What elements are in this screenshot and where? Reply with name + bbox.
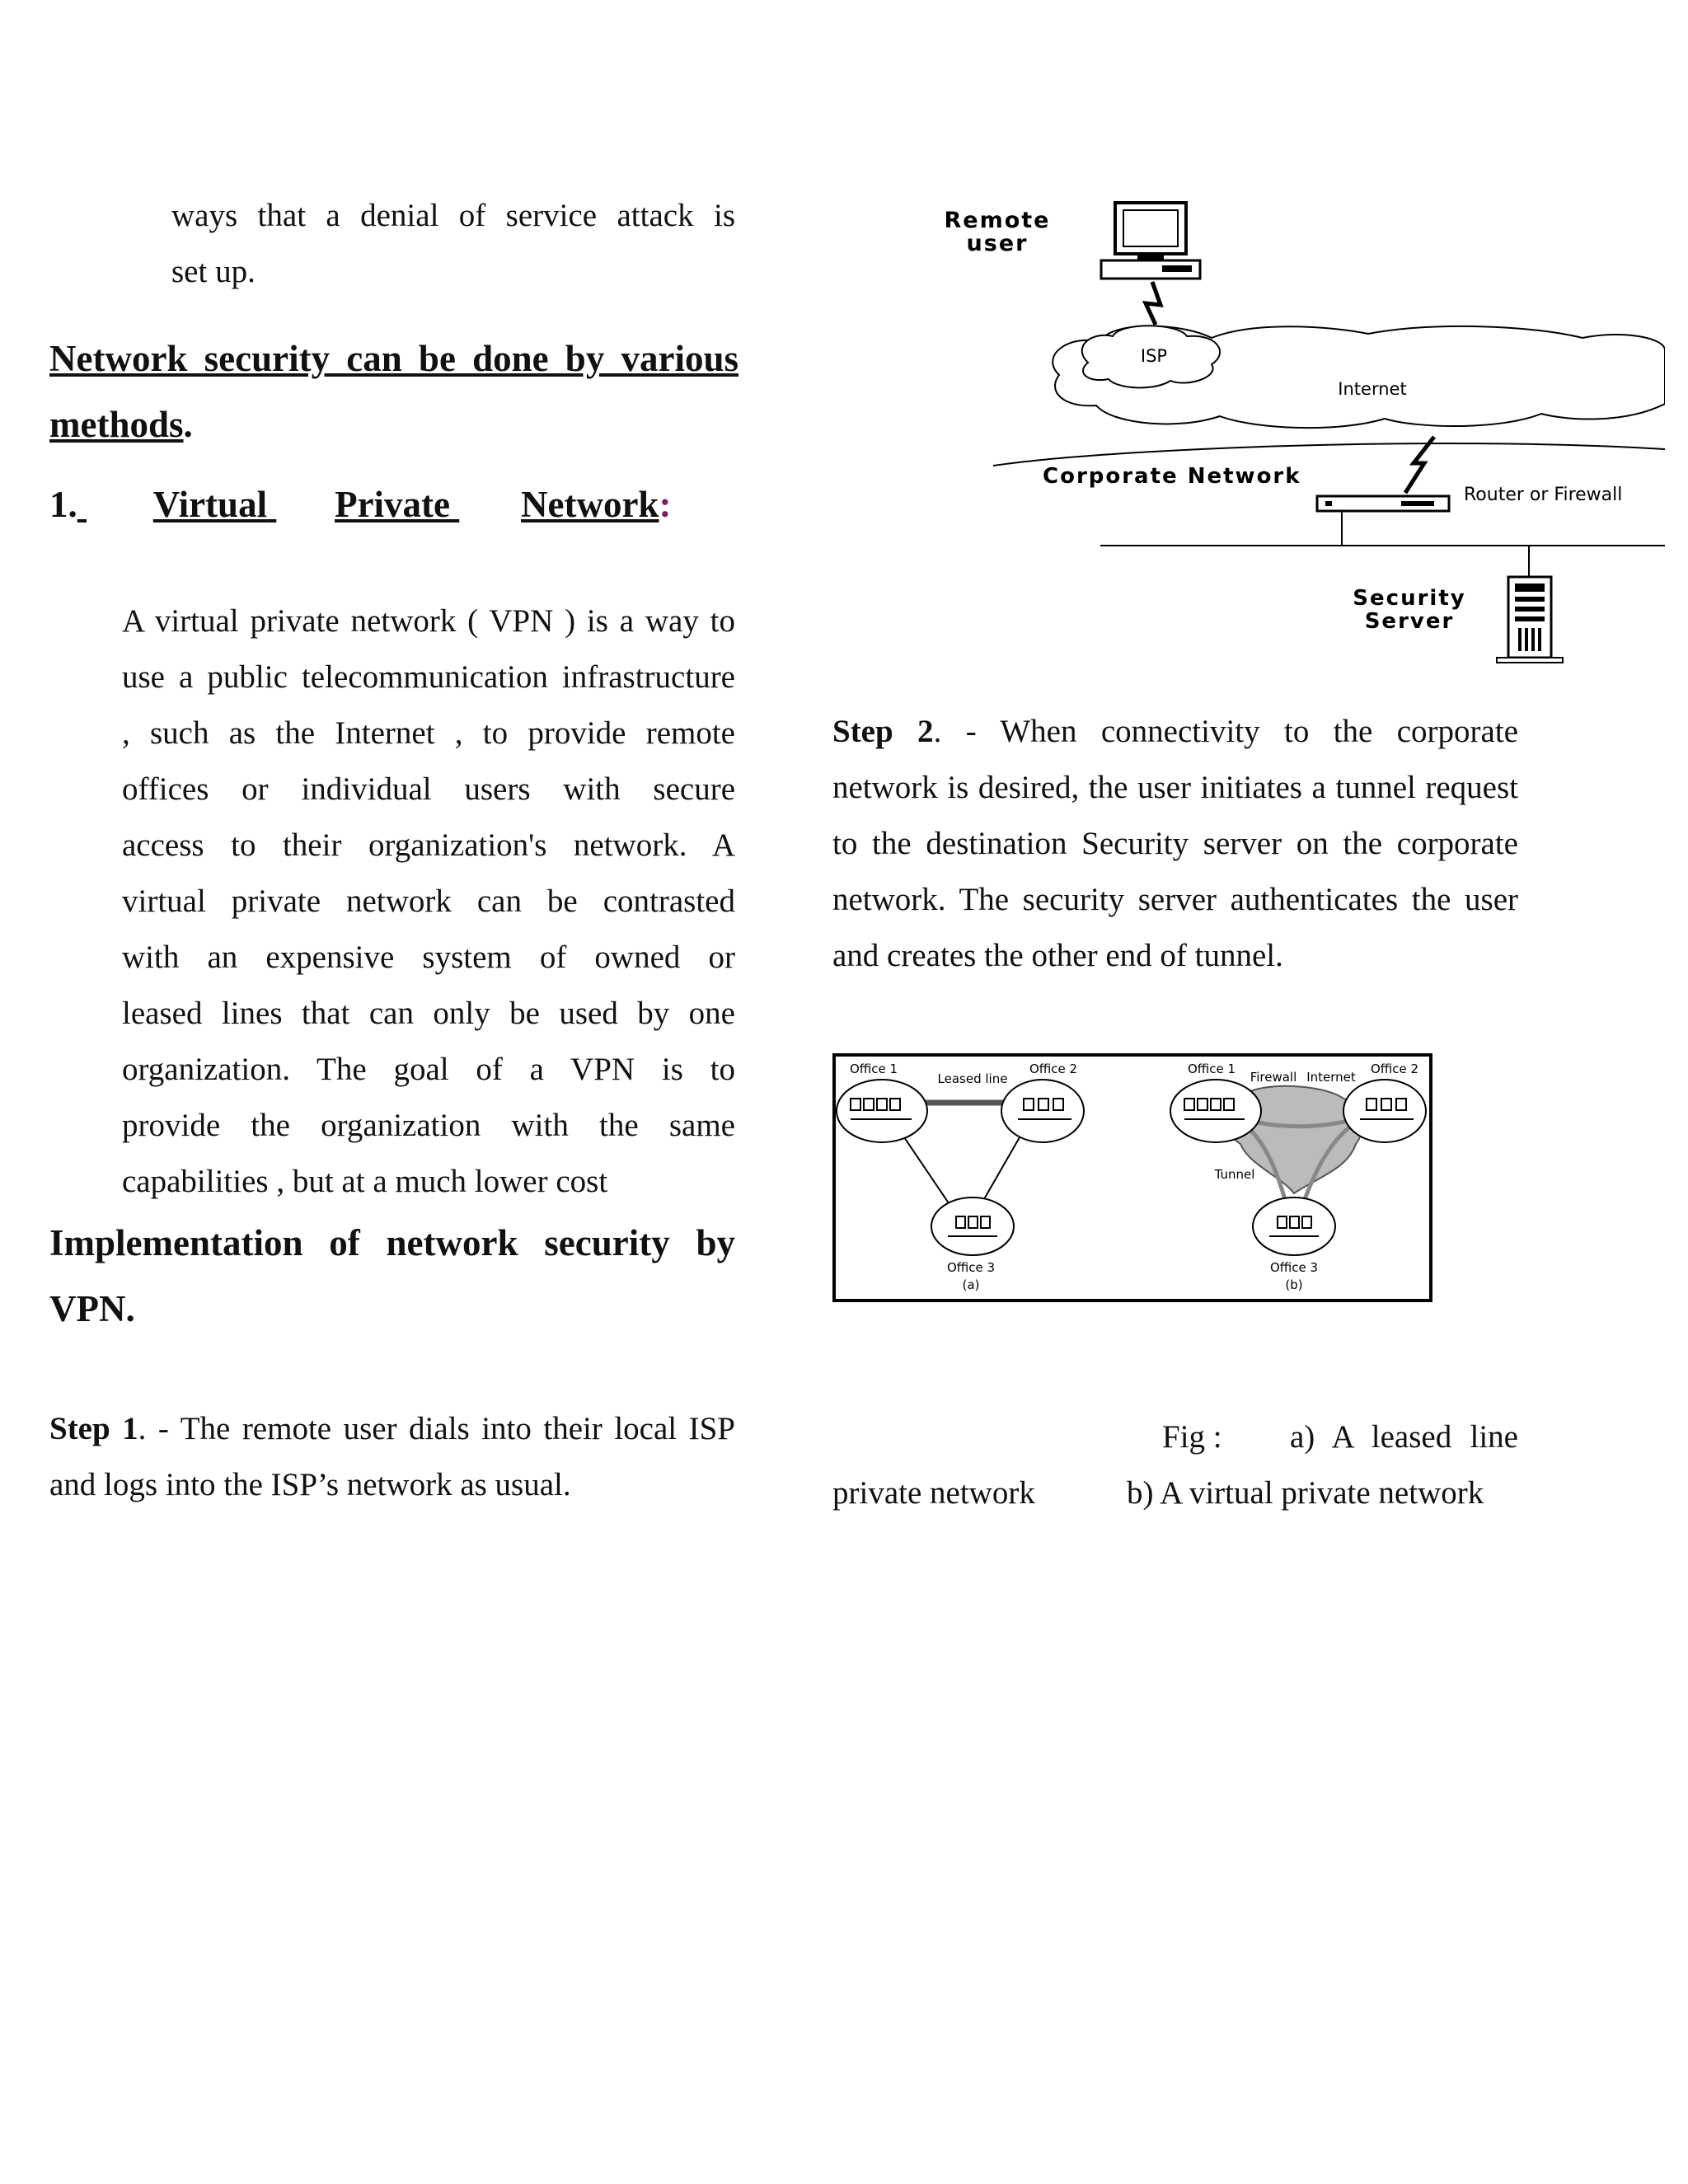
figure-caption <box>832 1409 1518 1521</box>
vpn-line-3: , such as the Internet , to provide remote <box>122 715 735 751</box>
vpn-line-1: A virtual private network ( VPN ) is a way to <box>122 603 735 639</box>
implementation-heading-line-1: Implementation of network security by <box>49 1222 735 1263</box>
methods-heading-line-1: Network security can be done by various <box>49 338 738 379</box>
step-1-line-1 <box>49 1401 735 1457</box>
section-1-colon: : <box>659 484 672 525</box>
caption-line-2 <box>832 1465 1518 1521</box>
remote-user-label-1: Remote <box>944 208 1051 233</box>
section-1-heading <box>49 471 676 537</box>
vpn-line-6: virtual private network can be contrasted <box>122 883 735 919</box>
corporate-network-boundary <box>993 443 1665 466</box>
section-1-word-virtual: Virtual <box>152 484 268 525</box>
router-firewall-icon <box>1317 496 1449 511</box>
internet-label: Internet <box>1338 379 1407 399</box>
step-1-line-2: and logs into the ISP’s network as usual. <box>49 1467 571 1502</box>
firewall-label: Firewall <box>1250 1070 1297 1085</box>
panel-b-label: (b) <box>1285 1277 1303 1292</box>
office-1-b-label: Office 1 <box>1187 1062 1236 1076</box>
vpn-line-8: leased lines that can only be used by one <box>122 996 735 1031</box>
office-3-a-label: Office 3 <box>946 1260 996 1275</box>
methods-heading <box>49 326 738 457</box>
section-1-word-network: Network <box>521 484 659 525</box>
vpn-line-10: provide the organization with the same <box>122 1108 735 1143</box>
office-2-a-label: Office 2 <box>1029 1062 1078 1076</box>
vpn-line-7: with an expensive system of owned or <box>122 940 735 975</box>
methods-period: . <box>183 404 193 445</box>
step-2-label: Step 2 <box>832 714 934 749</box>
caption-b: b) A virtual private network <box>1127 1475 1484 1511</box>
server-icon <box>1497 577 1563 663</box>
vpn-remote-access-diagram <box>940 190 1665 676</box>
vpn-line-2: use a public telecommunication infrastructure <box>122 659 735 695</box>
caption-line-1 <box>832 1409 1518 1465</box>
tunnel-label: Tunnel <box>1214 1167 1255 1182</box>
step-1-paragraph <box>49 1401 735 1513</box>
implementation-heading-line-2: VPN. <box>49 1288 135 1329</box>
office-3-b-label: Office 3 <box>1269 1260 1319 1275</box>
isp-label: ISP <box>1140 346 1168 366</box>
router-label: Router or Firewall <box>1464 485 1623 505</box>
corporate-network-label: Corporate Network <box>1043 464 1301 489</box>
panel-a-label: (a) <box>962 1277 980 1292</box>
step-2-line-5: and creates the other end of tunnel. <box>832 938 1283 973</box>
step-2-line-3: to the destination Security server on the corporate <box>832 826 1518 861</box>
vpn-line-11: capabilities , but at a much lower cost <box>122 1164 608 1199</box>
internet-link-icon <box>1405 437 1434 493</box>
computer-icon <box>1101 203 1200 279</box>
intro-line-2: set up. <box>171 254 256 289</box>
section-1-gap-1 <box>77 471 153 537</box>
caption-private-network: private network <box>832 1475 1035 1511</box>
security-server-label-1: Security <box>1353 586 1466 611</box>
vpn-line-4: offices or individual users with secure <box>122 771 735 807</box>
step-2-line-4: network. The security server authenticates the user <box>832 882 1518 917</box>
internet-b-label: Internet <box>1306 1070 1356 1085</box>
leased-vs-vpn-diagram <box>832 1053 1432 1302</box>
dialup-link-icon <box>1146 282 1160 325</box>
step-2-line-1 <box>832 704 1518 760</box>
step-1-label: Step 1 <box>49 1411 138 1446</box>
step-2-line-1-text: . - When connectivity to the corporate <box>933 714 1518 749</box>
section-1-word-private: Private <box>335 484 450 525</box>
step-2-line-2: network is desired, the user initiates a tunnel request <box>832 770 1518 805</box>
vpn-line-9: organization. The goal of a VPN is to <box>122 1052 735 1087</box>
vpn-line-5: access to their organization's network. A <box>122 827 735 863</box>
remote-user-label-2: user <box>966 231 1029 256</box>
implementation-heading <box>49 1210 735 1342</box>
step-2-paragraph <box>832 704 1518 984</box>
vpn-paragraph <box>122 593 735 1210</box>
office-1-a-label: Office 1 <box>849 1062 898 1076</box>
security-server-label-2: Server <box>1364 609 1455 634</box>
section-1-gap-3 <box>450 471 521 537</box>
office-2-b-label: Office 2 <box>1370 1062 1419 1076</box>
step-1-line-1-text: . - The remote user dials into their local ISP <box>138 1411 735 1446</box>
caption-a: a) A leased line <box>1290 1419 1518 1455</box>
leased-line-label: Leased line <box>937 1071 1008 1086</box>
methods-word: methods <box>49 404 184 445</box>
section-1-gap-2 <box>267 471 335 537</box>
section-1-number: 1. <box>49 484 77 525</box>
caption-fig: Fig : <box>1162 1419 1222 1455</box>
methods-heading-line-2 <box>49 391 738 457</box>
intro-line-1: ways that a denial of service attack is <box>171 198 735 233</box>
